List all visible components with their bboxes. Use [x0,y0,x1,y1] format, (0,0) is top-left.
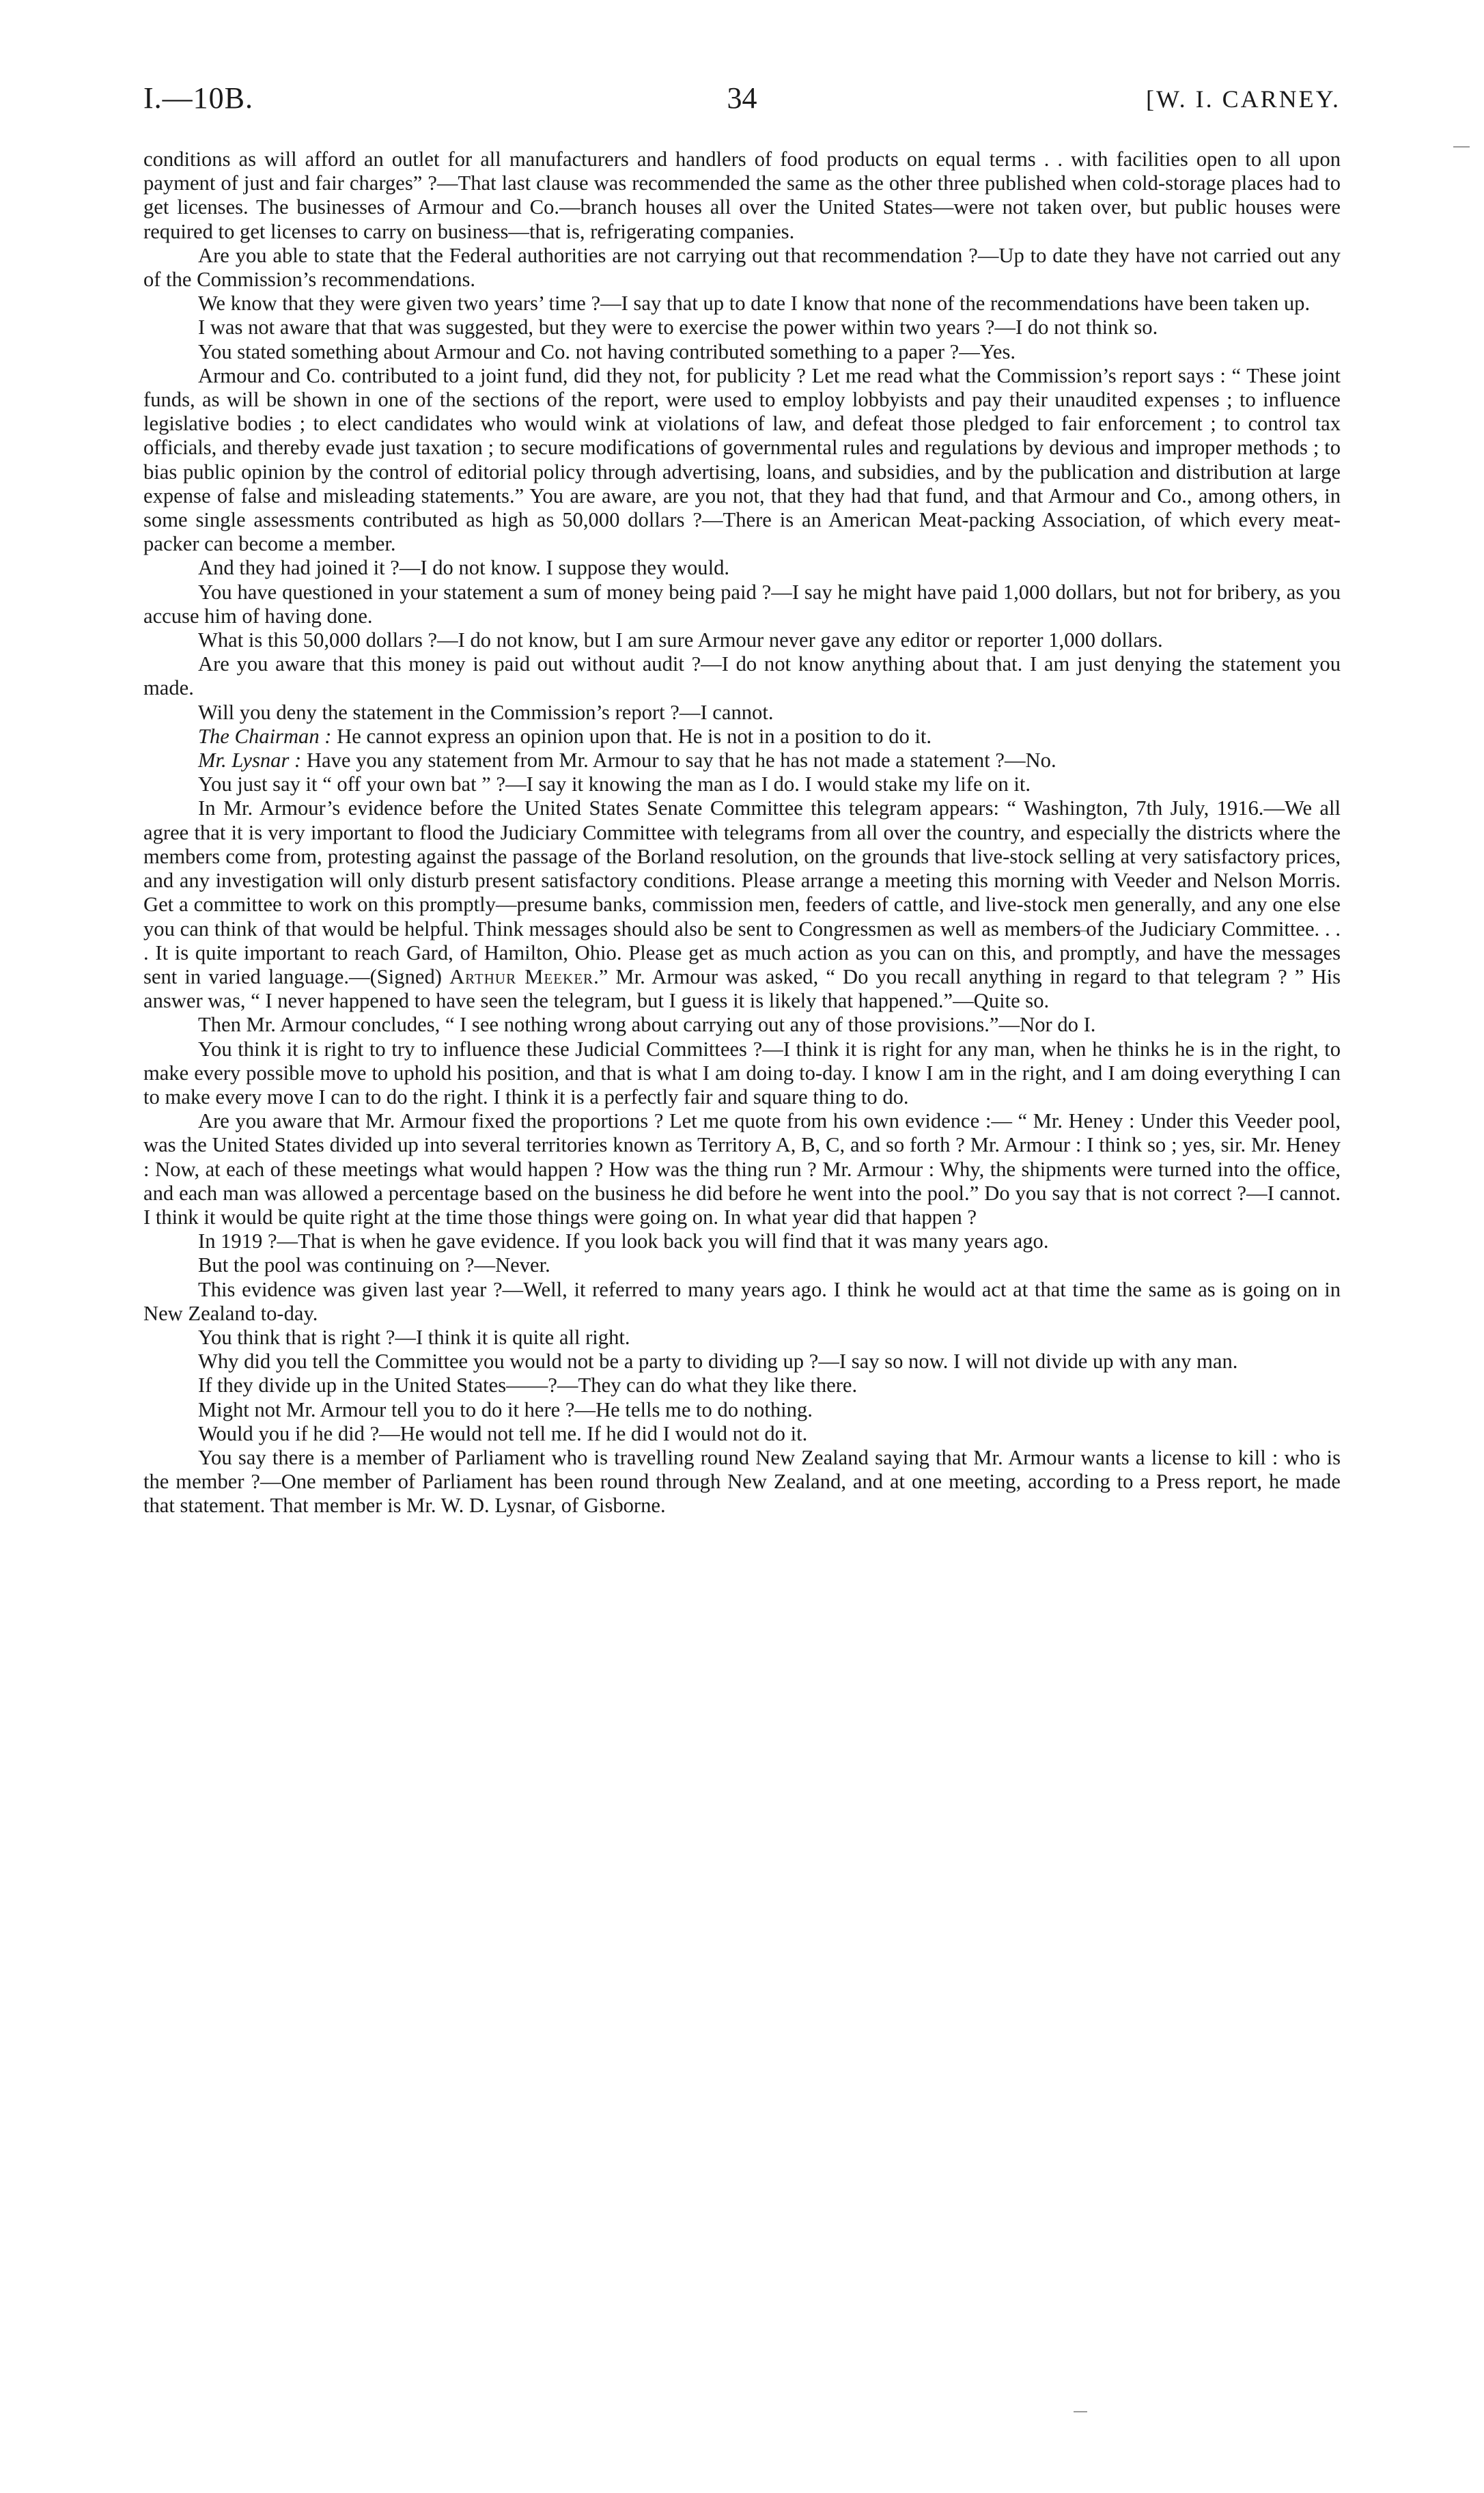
paragraph-text: And they had joined it ?—I do not know. I suppose they would. [198,556,730,580]
paragraph [143,1350,1341,1374]
page-number: 34 [727,81,757,115]
paragraph-text: You say there is a member of Parliament who is travelling round New Zealand saying that Mr. Armour wants a license to kill : who is the member ?—One member of Parliament has been round through New Zealand, and at one meeting, according to a Press report, he made that statement. That member is Mr. W. D. Lysnar, of Gisborne. [143,1445,1341,1518]
paragraph-text: What is this 50,000 dollars ?—I do not know, but I am sure Armour never gave any editor or reporter 1,000 dollars. [198,628,1163,652]
paragraph-text: You stated something about Armour and Co. not having contributed something to a paper ?—Yes. [198,339,1016,363]
paragraph-text-continued: .” Mr. Armour was asked, “ Do you recall anything in regard to that telegram ? ” His answer was, “ I never happened to have seen the telegram, but I guess it is likely that happened.”—Quite so. [143,964,1341,1013]
paragraph [143,652,1341,700]
paragraph [143,725,1341,749]
margin-mark [1074,2411,1087,2412]
paragraph-text: You think it is right to try to influence these Judicial Committees ?—I think it is right for any man, when he thinks he is in the right, to make every possible move to uphold his position, and that is what I am doing to-day. I know I am in the right, and I am doing everything I can to make every move I can to do the right. I think it is a perfectly fair and square thing to do. [143,1037,1341,1109]
paragraph [143,1446,1341,1518]
paragraph-text: This evidence was given last year ?—Well, it referred to many years ago. I think he would act at that time the same as is going on in New Zealand to-day. [143,1277,1341,1325]
paragraph-text: He cannot express an opinion upon that. He is not in a position to do it. [337,724,932,748]
paragraph [143,1253,1341,1277]
paragraph-text: I was not aware that that was suggested, but they were to exercise the power within two years ?—I do not think so. [198,316,1158,339]
body-text [143,148,1341,1518]
paragraph [143,1374,1341,1397]
paragraph [143,244,1341,292]
paragraph [143,340,1341,364]
paper-reference: I.—10B. [143,81,253,115]
paragraph-text: Might not Mr. Armour tell you to do it here ?—He tells me to do nothing. [198,1397,813,1421]
paragraph-text: Are you aware that Mr. Armour fixed the proportions ? Let me quote from his own evidence :— “ Mr. Heney : Under this Veeder pool, was the United States divided up into several territories known as Territory A, B, C, and so forth ? Mr. Armour : I think so ; yes, sir. Mr. Heney : Now, at each of these meetings what would happen ? How was the thing run ? Mr. Armour : Why, the shipments were turned into the office, and each man was allowed a percentage based on the business he did before he went into the pool.” Do you say that is not correct ?—I cannot. I think it would be quite right at the time those things were going on. In what year did that happen ? [143,1109,1341,1229]
speaker-label: Mr. Lysnar : [198,749,302,772]
paragraph [143,749,1341,772]
paragraph [143,1278,1341,1326]
paragraph-text: Will you deny the statement in the Commission’s report ?—I cannot. [198,700,774,724]
witness-name: [W. I. CARNEY. [1145,85,1341,113]
speaker-label: The Chairman : [198,724,332,748]
paragraph-text: If they divide up in the United States——?—They can do what they like there. [198,1374,858,1397]
paragraph-text: Would you if he did ?—He would not tell me. If he did I would not do it. [198,1421,808,1445]
paragraph-text: Are you aware that this money is paid out without audit ?—I do not know anything about that. I am just denying the statement you made. [143,652,1341,700]
paragraph [143,628,1341,652]
paragraph [143,1229,1341,1253]
paragraph-text: Why did you tell the Committee you would not be a party to dividing up ?—I say so now. I will not divide up with any man. [198,1350,1238,1374]
paragraph-text: But the pool was continuing on ?—Never. [198,1253,550,1277]
paragraph [143,772,1341,796]
paragraph-text: Armour and Co. contributed to a joint fund, did they not, for publicity ? Let me read what the Commission’s report says : “ These joint funds, as will be shown in one of the sections of the report, were used to employ lobbyists and pay their unaudited expenses ; to influence legislative bodies ; to elect candidates who would wink at violations of law, and defeat those pledged to fair enforcement ; to control tax officials, and thereby evade just taxation ; to secure modifications of governmental rules and regulations by devious and improper methods ; to bias public opinion by the control of editorial policy through advertising, loans, and subsidies, and by the publication and distribution at large expense of false and misleading statements.” You are aware, are you not, that they had that fund, and that Armour and Co., among others, in some single assessments contributed as high as 50,000 dollars ?—There is an American Meat-packing Association, of which every meat-packer can become a member. [143,363,1341,556]
paragraph-text: You have questioned in your statement a sum of money being paid ?—I say he might have paid 1,000 dollars, but not for bribery, as you accuse him of having done. [143,580,1341,628]
paragraph [143,1422,1341,1446]
paragraph [143,701,1341,725]
paragraph [143,1398,1341,1422]
paragraph-text: Are you able to state that the Federal authorities are not carrying out that recommendation ?—Up to date they have not carried out any of the Commission’s recommendations. [143,243,1341,292]
paragraph-text: You just say it “ off your own bat ” ?—I say it knowing the man as I do. I would stake my life on it. [198,772,1031,796]
paragraph [143,1326,1341,1350]
paragraph [143,316,1341,339]
margin-mark [1453,146,1470,148]
paragraph-text: In Mr. Armour’s evidence before the United States Senate Committee this telegram appears: “ Washington, 7th July, 1916.—We all agree that it is very important to flood the Judiciary Committee with telegrams from all over the country, and especially the districts where the members come from, protesting against the passage of the Borland resolution, on the grounds that live-stock selling at very satisfactory prices, and any investigation will only disturb present satisfactory conditions. Please arrange a meeting this morning with Veeder and Nelson Morris. Get a committee to work on this promptly—presume banks, commission men, feeders of cattle, and live-stock men generally, and any one else you can think of that would be helpful. Think messages should also be sent to Congressmen as well as members of the Judiciary Committee. . . . It is quite important to reach Gard, of Hamilton, Ohio. Please get as much action as you can on this, and promptly, and have the messages sent in varied language.—(Signed) [143,796,1341,988]
paragraph-text: conditions as will afford an outlet for all manufacturers and handlers of food products on equal terms . . with facilities open to all upon payment of just and fair charges” ?—That last clause was recommended the same as the other three published when cold-storage places had to get licenses. The businesses of Armour and Co.—branch houses all over the United States—were not taken over, but public houses were required to get licenses to carry on business—that is, refrigerating companies. [143,148,1341,243]
paragraph [143,1013,1341,1037]
paragraph [143,364,1341,557]
paragraph [143,1037,1341,1110]
paragraph-text: You think that is right ?—I think it is quite all right. [198,1325,630,1349]
paragraph [143,148,1341,244]
paragraph [143,292,1341,316]
paragraph [143,581,1341,628]
running-head [143,81,1341,122]
paragraph [143,1109,1341,1229]
paragraph [143,796,1341,1013]
paragraph-text: Then Mr. Armour concludes, “ I see nothing wrong about carrying out any of those provisions.”—Nor do I. [198,1013,1096,1037]
paragraph [143,556,1341,580]
paragraph-text: We know that they were given two years’ time ?—I say that up to date I know that none of the recommendations have been taken up. [198,292,1311,316]
telegram-signature: Arthur Meeker [449,964,594,988]
paragraph-text: In 1919 ?—That is when he gave evidence. If you look back you will find that it was many years ago. [198,1229,1049,1253]
paragraph-text: Have you any statement from Mr. Armour to say that he has not made a statement ?—No. [306,749,1056,772]
